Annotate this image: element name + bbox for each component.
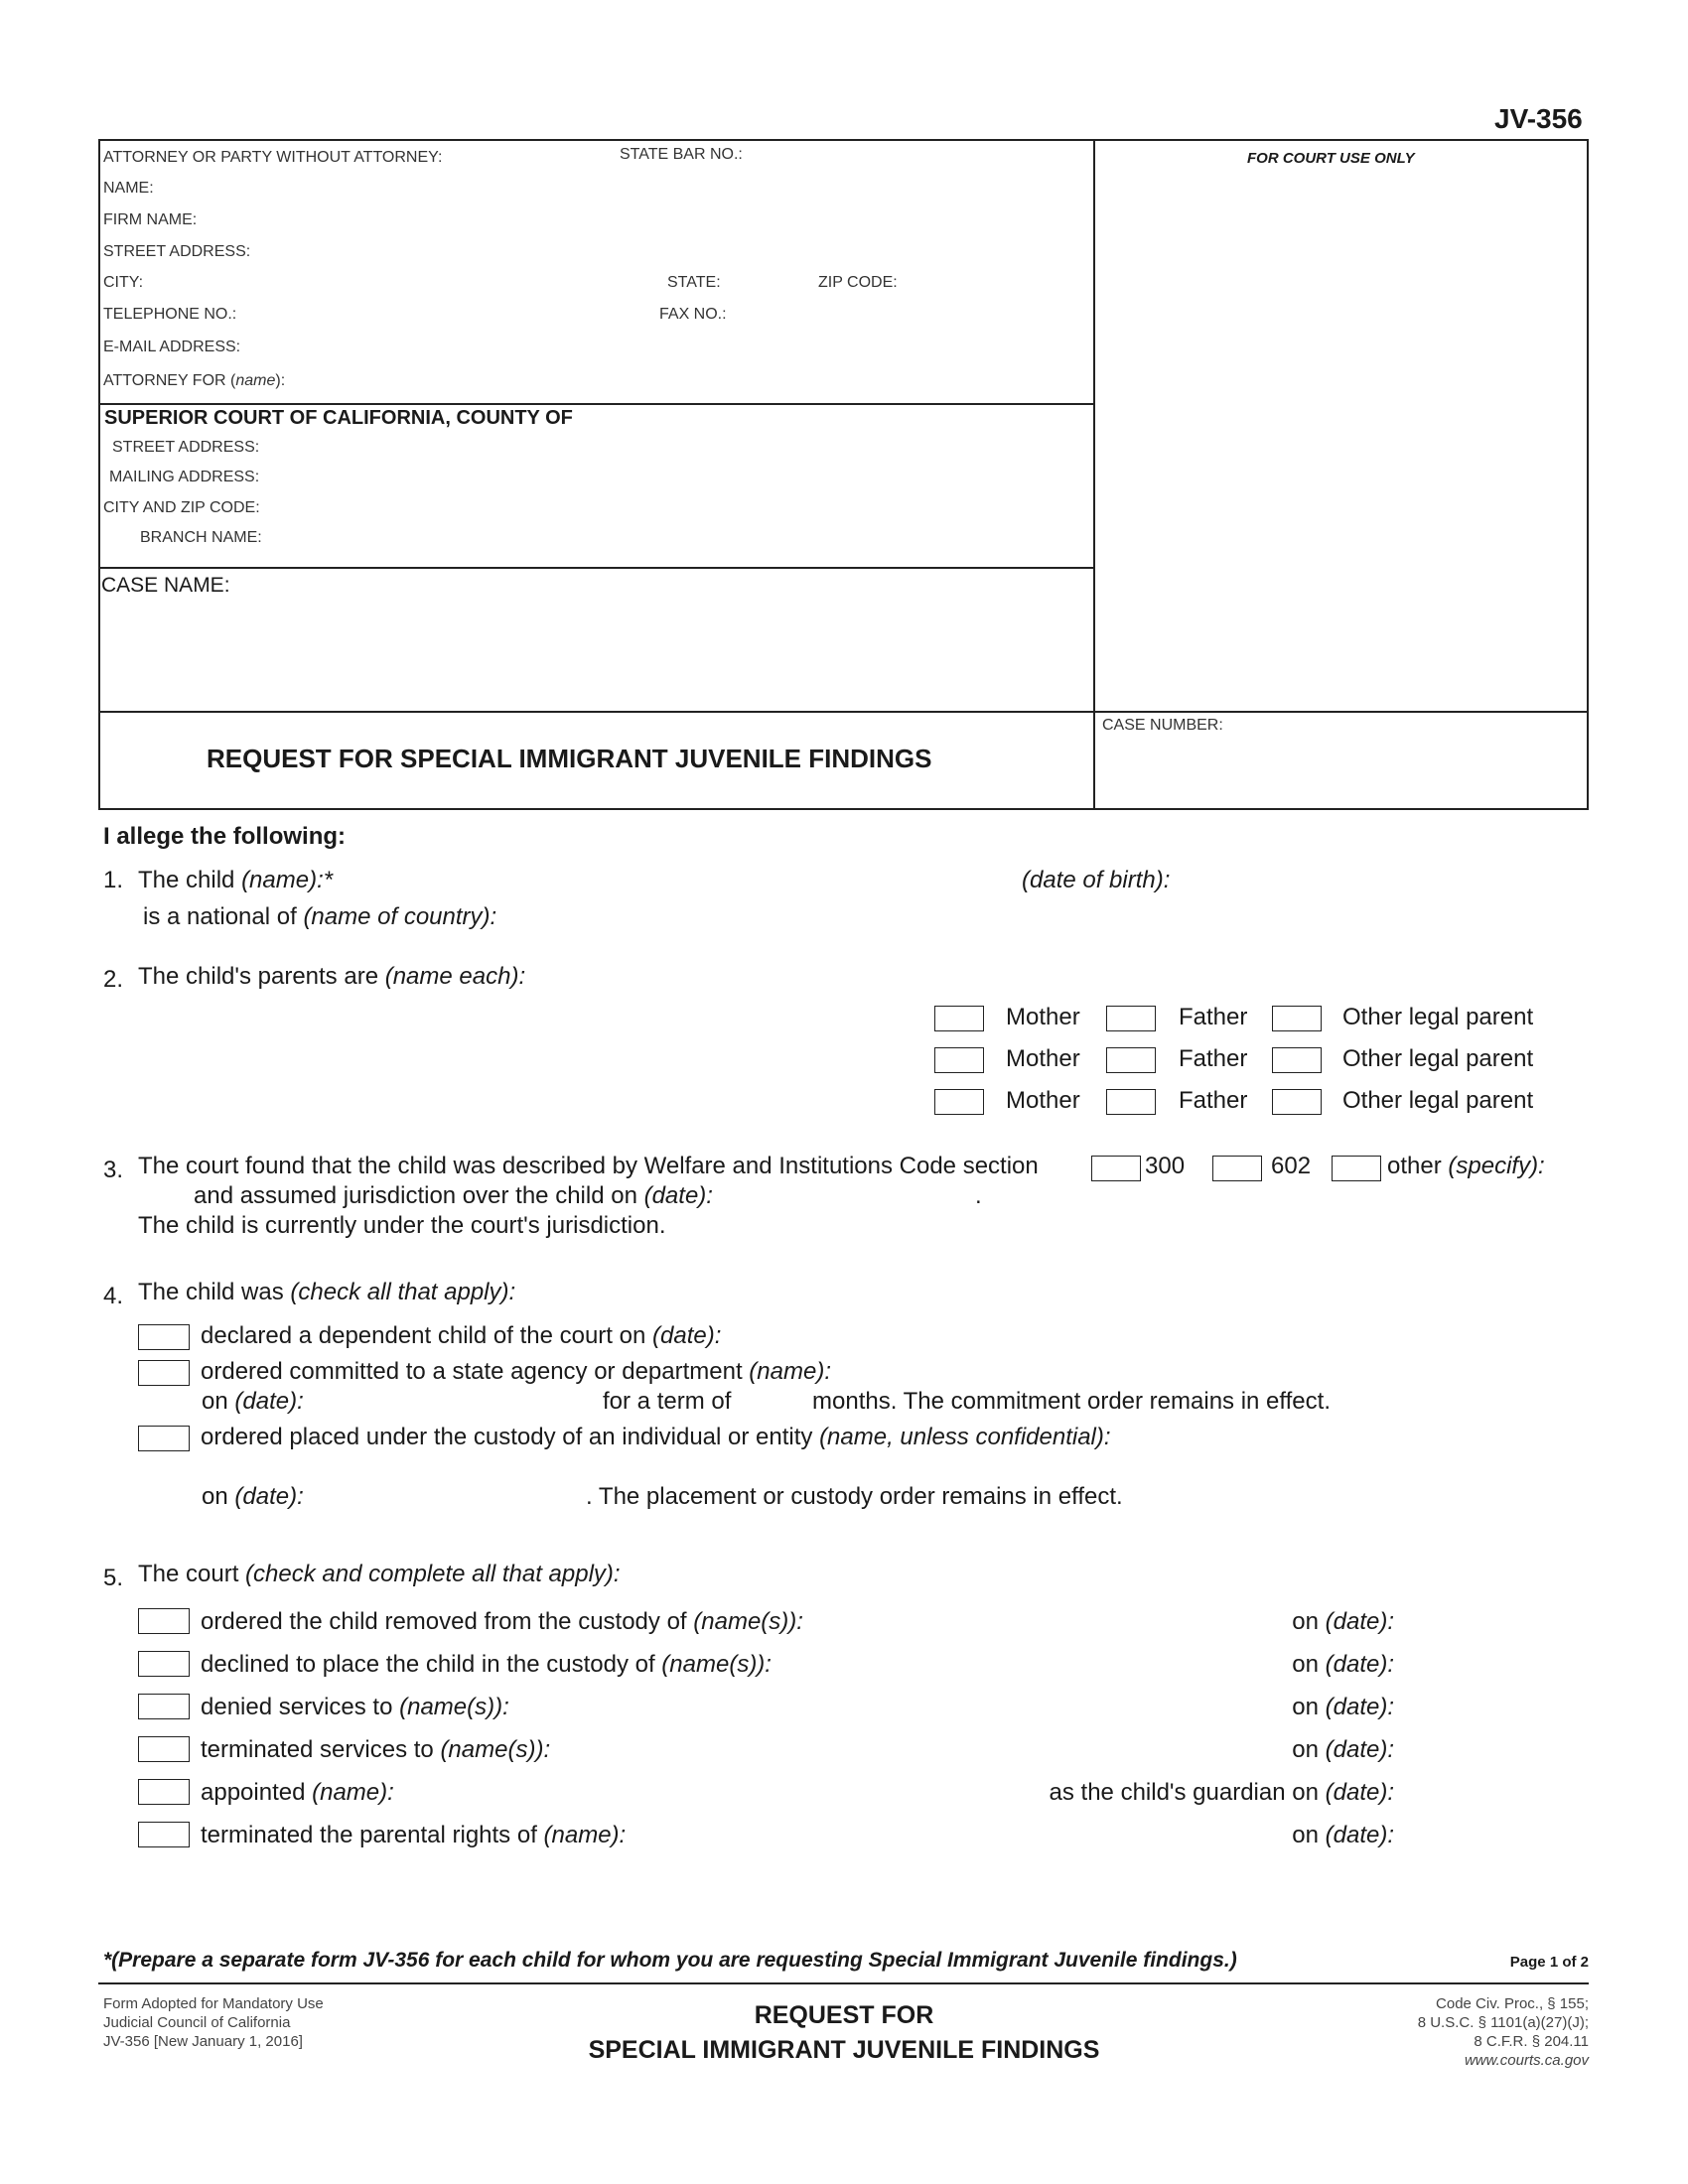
item1-national: is a national of (name of country): xyxy=(143,903,497,930)
checkbox-mother-2[interactable] xyxy=(934,1047,984,1073)
footer-rule xyxy=(98,1982,1589,1984)
label-602: 602 xyxy=(1271,1153,1312,1179)
caption-frame xyxy=(98,139,1589,810)
name-label: NAME: xyxy=(103,180,154,197)
item3-assumed: and assumed jurisdiction over the child on (date): xyxy=(194,1182,713,1209)
item4-term: for a term of xyxy=(603,1388,732,1415)
divider-court-case xyxy=(98,567,1094,569)
attorney-for-label: ATTORNEY FOR (name): xyxy=(103,372,286,389)
item5-terminated-services-date: on (date): xyxy=(1292,1736,1394,1763)
checkbox-other-parent-2[interactable] xyxy=(1272,1047,1322,1073)
item3-text: The court found that the child was described by Welfare and Institutions Code section xyxy=(138,1153,1039,1179)
item3-current: The child is currently under the court's jurisdiction. xyxy=(138,1212,666,1239)
item3-period: . xyxy=(975,1182,982,1209)
item4-dependent: declared a dependent child of the court on (date): xyxy=(201,1322,722,1349)
checkbox-dependent[interactable] xyxy=(138,1324,190,1350)
item1-number: 1. xyxy=(103,867,124,893)
citation-1: Code Civ. Proc., § 155; xyxy=(1436,1995,1589,2012)
adopted-line-2: Judicial Council of California xyxy=(103,2014,291,2031)
item5-terminated-rights-date: on (date): xyxy=(1292,1822,1394,1848)
label-father-1: Father xyxy=(1179,1004,1248,1030)
adopted-line-1: Form Adopted for Mandatory Use xyxy=(103,1995,324,2012)
item4-committed-date: on (date): xyxy=(202,1388,304,1415)
item5-removed: ordered the child removed from the custody of (name(s)): xyxy=(201,1608,803,1635)
item4-text: The child was (check all that apply): xyxy=(138,1279,516,1305)
checkbox-placed[interactable] xyxy=(138,1426,190,1451)
checkbox-terminated-rights[interactable] xyxy=(138,1822,190,1847)
fax-label: FAX NO.: xyxy=(659,306,727,323)
case-number-label: CASE NUMBER: xyxy=(1102,717,1223,734)
item1-child: The child (name):* xyxy=(138,867,334,893)
state-label: STATE: xyxy=(667,274,721,291)
state-bar-label: STATE BAR NO.: xyxy=(620,146,743,163)
checkbox-removed[interactable] xyxy=(138,1608,190,1634)
item5-appointed: appointed (name): xyxy=(201,1779,394,1806)
checkbox-denied-services[interactable] xyxy=(138,1694,190,1719)
checkbox-committed[interactable] xyxy=(138,1360,190,1386)
court-street-label: STREET ADDRESS: xyxy=(112,439,260,456)
attorney-label: ATTORNEY OR PARTY WITHOUT ATTORNEY: xyxy=(103,149,443,166)
label-300: 300 xyxy=(1145,1153,1186,1179)
item5-number: 5. xyxy=(103,1565,124,1591)
checkbox-other-parent-3[interactable] xyxy=(1272,1089,1322,1115)
adopted-line-3: JV-356 [New January 1, 2016] xyxy=(103,2033,303,2050)
item4-placed-remains: . The placement or custody order remains in effect. xyxy=(586,1483,1123,1510)
checkbox-father-3[interactable] xyxy=(1106,1089,1156,1115)
item5-removed-date: on (date): xyxy=(1292,1608,1394,1635)
court-mailing-label: MAILING ADDRESS: xyxy=(109,469,260,485)
divider-title-row xyxy=(98,711,1589,713)
label-other-section: other (specify): xyxy=(1387,1153,1545,1179)
label-father-2: Father xyxy=(1179,1045,1248,1072)
checkbox-father-2[interactable] xyxy=(1106,1047,1156,1073)
item4-months: months. The commitment order remains in effect. xyxy=(812,1388,1331,1415)
court-use-label: FOR COURT USE ONLY xyxy=(1247,150,1415,167)
item2-number: 2. xyxy=(103,966,124,993)
item5-denied-services-date: on (date): xyxy=(1292,1694,1394,1720)
item5-text: The court (check and complete all that apply): xyxy=(138,1561,621,1587)
item3-number: 3. xyxy=(103,1157,124,1183)
item5-declined: declined to place the child in the custody of (name(s)): xyxy=(201,1651,772,1678)
footer-title-line-2: SPECIAL IMMIGRANT JUVENILE FINDINGS xyxy=(588,2036,1100,2064)
footer-note: *(Prepare a separate form JV-356 for each child for whom you are requesting Special Immigrant Juvenile findings.) xyxy=(103,1949,1237,1972)
form-id: JV-356 xyxy=(1494,103,1583,134)
item5-declined-date: on (date): xyxy=(1292,1651,1394,1678)
checkbox-terminated-services[interactable] xyxy=(138,1736,190,1762)
item5-terminated-rights: terminated the parental rights of (name): xyxy=(201,1822,627,1848)
page-number: Page 1 of 2 xyxy=(1509,1954,1589,1971)
item2-text: The child's parents are (name each): xyxy=(138,963,526,990)
checkbox-father-1[interactable] xyxy=(1106,1006,1156,1031)
city-label: CITY: xyxy=(103,274,144,291)
intro-text: I allege the following: xyxy=(103,823,347,850)
email-label: E-MAIL ADDRESS: xyxy=(103,339,241,355)
checkbox-other-parent-1[interactable] xyxy=(1272,1006,1322,1031)
courts-website-link[interactable]: www.courts.ca.gov xyxy=(1464,2052,1589,2069)
phone-label: TELEPHONE NO.: xyxy=(103,306,237,323)
citation-3: 8 C.F.R. § 204.11 xyxy=(1474,2033,1589,2050)
label-other-parent-3: Other legal parent xyxy=(1342,1087,1534,1114)
label-mother-2: Mother xyxy=(1006,1045,1080,1072)
label-mother-3: Mother xyxy=(1006,1087,1080,1114)
court-city-zip-label: CITY AND ZIP CODE: xyxy=(103,499,260,516)
item4-placed-date: on (date): xyxy=(202,1483,304,1510)
label-father-3: Father xyxy=(1179,1087,1248,1114)
checkbox-mother-3[interactable] xyxy=(934,1089,984,1115)
caption-divider xyxy=(1093,139,1095,810)
item1-dob: (date of birth): xyxy=(1022,867,1171,893)
label-other-parent-2: Other legal parent xyxy=(1342,1045,1534,1072)
footer-title-line-1: REQUEST FOR xyxy=(754,2001,934,2029)
checkbox-mother-1[interactable] xyxy=(934,1006,984,1031)
zip-label: ZIP CODE: xyxy=(818,274,898,291)
checkbox-602[interactable] xyxy=(1212,1156,1262,1181)
label-mother-1: Mother xyxy=(1006,1004,1080,1030)
label-other-parent-1: Other legal parent xyxy=(1342,1004,1534,1030)
checkbox-declined[interactable] xyxy=(138,1651,190,1677)
checkbox-300[interactable] xyxy=(1091,1156,1141,1181)
item5-denied-services: denied services to (name(s)): xyxy=(201,1694,509,1720)
street-label: STREET ADDRESS: xyxy=(103,243,251,260)
form-title: REQUEST FOR SPECIAL IMMIGRANT JUVENILE FINDINGS xyxy=(207,744,932,773)
item4-committed: ordered committed to a state agency or department (name): xyxy=(201,1358,831,1385)
item4-number: 4. xyxy=(103,1283,124,1309)
item5-terminated-services: terminated services to (name(s)): xyxy=(201,1736,551,1763)
item4-placed: ordered placed under the custody of an individual or entity (name, unless confidential): xyxy=(201,1424,1111,1450)
citations-block xyxy=(1418,1994,1589,2070)
checkbox-other-section[interactable] xyxy=(1332,1156,1381,1181)
checkbox-appointed[interactable] xyxy=(138,1779,190,1805)
citation-2: 8 U.S.C. § 1101(a)(27)(J); xyxy=(1417,2014,1589,2031)
court-title: SUPERIOR COURT OF CALIFORNIA, COUNTY OF xyxy=(104,407,573,429)
court-branch-label: BRANCH NAME: xyxy=(140,529,262,546)
item5-appointed-date: as the child's guardian on (date): xyxy=(1049,1779,1394,1806)
case-name-label: CASE NAME: xyxy=(101,574,230,597)
divider-attorney-court xyxy=(98,403,1094,405)
firm-label: FIRM NAME: xyxy=(103,211,198,228)
